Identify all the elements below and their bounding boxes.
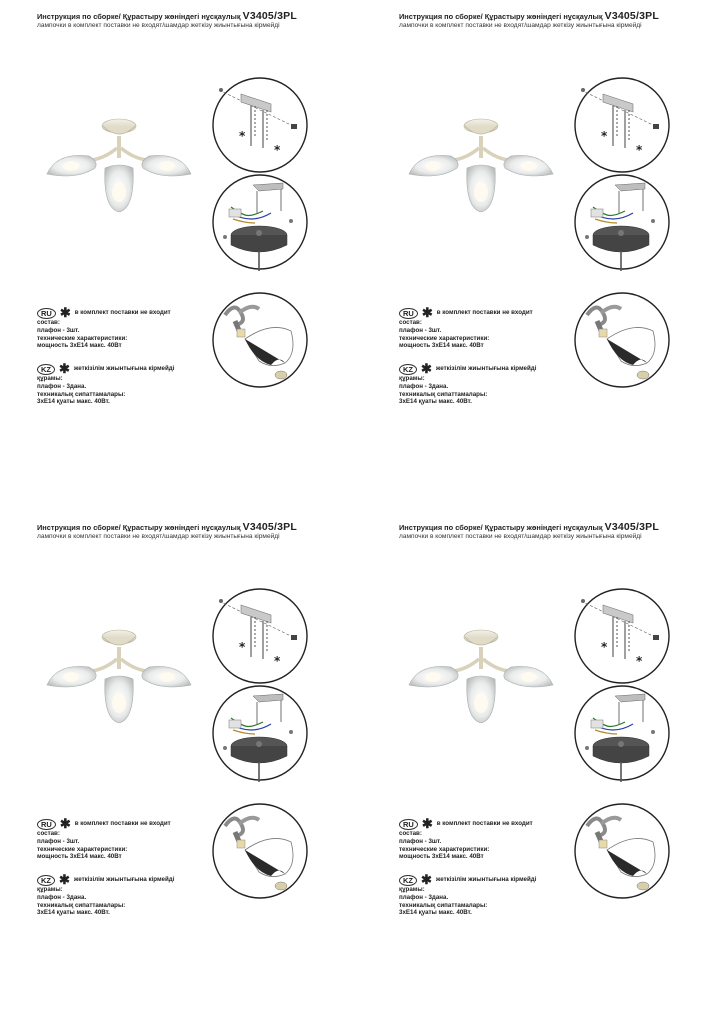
chandelier-illustration — [27, 108, 205, 220]
asterisk-icon: ✱ — [421, 816, 433, 831]
kz-line: плафон - 3дана. — [399, 382, 449, 390]
kz-line: құрамы: — [37, 886, 63, 893]
kz-line: плафон - 3дана. — [37, 893, 87, 901]
ru-line: плафон - 3шт. — [37, 837, 80, 845]
asterisk-icon: ✱ — [421, 305, 433, 320]
ru-line: технические характеристики: — [37, 845, 128, 853]
ru-line: технические характеристики: — [399, 845, 490, 853]
panel-subtitle: лампочки в комплект поставки не входят/шамдар жеткізу жиынтығына кірмейді — [399, 22, 642, 29]
kz-not-included-note: жеткізілім жиынтығына кірмейді — [73, 365, 175, 373]
svg-text:*: * — [636, 143, 643, 157]
ru-line: состав: — [399, 319, 422, 326]
asterisk-icon: ✱ — [421, 361, 432, 376]
step-wiring-canopy — [211, 173, 309, 271]
panel-subtitle: лампочки в комплект поставки не входят/шамдар жеткізу жиынтығына кірмейді — [37, 22, 280, 29]
kz-section — [37, 363, 174, 406]
instruction-panel-1 — [37, 10, 382, 500]
kz-badge: KZ — [399, 875, 417, 886]
ru-badge: RU — [399, 308, 418, 319]
step-shade-install — [573, 291, 671, 389]
kz-line: техникалық сипаттамалары: — [399, 901, 488, 909]
ru-line: состав: — [37, 830, 60, 837]
step-wiring-canopy — [573, 684, 671, 782]
kz-not-included-note: жеткізілім жиынтығына кірмейді — [73, 876, 175, 884]
ru-section — [399, 307, 533, 350]
ru-line: мощность 3хЕ14 макс. 40Вт — [399, 342, 484, 350]
ru-not-included-note: в комплект поставки не входит — [74, 820, 171, 828]
ru-section — [37, 307, 171, 350]
asterisk-icon: ✱ — [421, 872, 432, 887]
kz-line: 3хЕ14 қуаты макс. 40Вт. — [37, 909, 110, 917]
asterisk-icon: ✱ — [59, 816, 71, 831]
ru-line: мощность 3хЕ14 макс. 40Вт — [37, 342, 122, 350]
svg-text:*: * — [274, 654, 281, 668]
kz-line: 3хЕ14 қуаты макс. 40Вт. — [399, 909, 472, 917]
title-text: Инструкция по сборке/ Құрастыру жөніндегі нұсқаулық — [37, 12, 243, 21]
kz-line: техникалық сипаттамалары: — [37, 901, 126, 909]
ru-not-included-note: в комплект поставки не входит — [74, 309, 171, 317]
ru-line: состав: — [37, 319, 60, 326]
ru-line: мощность 3хЕ14 макс. 40Вт — [37, 853, 122, 861]
ru-line: плафон - 3шт. — [399, 326, 442, 334]
instruction-panel-2 — [399, 10, 707, 500]
panel-subtitle: лампочки в комплект поставки не входят/шамдар жеткізу жиынтығына кірмейді — [37, 533, 280, 540]
chandelier-illustration — [389, 108, 567, 220]
title-text: Инструкция по сборке/ Құрастыру жөніндегі нұсқаулық — [37, 523, 243, 532]
title-text: Инструкция по сборке/ Құрастыру жөніндегі нұсқаулық — [399, 12, 605, 21]
kz-badge: KZ — [37, 364, 55, 375]
kz-badge: KZ — [399, 364, 417, 375]
kz-section — [37, 874, 174, 917]
ru-line: состав: — [399, 830, 422, 837]
panel-title — [37, 10, 297, 22]
ru-line: технические характеристики: — [37, 334, 128, 342]
ru-line: плафон - 3шт. — [37, 326, 80, 334]
step-wiring-canopy — [573, 173, 671, 271]
kz-line: құрамы: — [399, 886, 425, 893]
kz-not-included-note: жеткізілім жиынтығына кірмейді — [435, 876, 537, 884]
svg-text:*: * — [239, 129, 246, 143]
ru-badge: RU — [37, 308, 56, 319]
ru-section — [399, 818, 533, 861]
ru-badge: RU — [37, 819, 56, 830]
title-text: Инструкция по сборке/ Құрастыру жөніндегі нұсқаулық — [399, 523, 605, 532]
kz-line: плафон - 3дана. — [37, 382, 87, 390]
panel-title — [37, 521, 297, 533]
svg-text:*: * — [239, 640, 246, 654]
svg-text:*: * — [636, 654, 643, 668]
kz-line: техникалық сипаттамалары: — [399, 390, 488, 398]
kz-badge: KZ — [37, 875, 55, 886]
asterisk-icon: ✱ — [59, 305, 71, 320]
step-shade-install — [211, 802, 309, 900]
kz-line: плафон - 3дана. — [399, 893, 449, 901]
kz-line: 3хЕ14 қуаты макс. 40Вт. — [399, 398, 472, 406]
kz-line: құрамы: — [37, 375, 63, 382]
model-number: V3405/3PL — [604, 10, 659, 22]
step-shade-install — [573, 802, 671, 900]
ru-not-included-note: в комплект поставки не входит — [436, 309, 533, 317]
instruction-panel-3 — [37, 521, 382, 1011]
kz-line: құрамы: — [399, 375, 425, 382]
ru-line: плафон - 3шт. — [399, 837, 442, 845]
ru-badge: RU — [399, 819, 418, 830]
kz-section — [399, 874, 536, 917]
ru-line: технические характеристики: — [399, 334, 490, 342]
asterisk-icon: ✱ — [59, 361, 70, 376]
ru-line: мощность 3хЕ14 макс. 40Вт — [399, 853, 484, 861]
kz-section — [399, 363, 536, 406]
instruction-panel-4 — [399, 521, 707, 1011]
step-wiring-canopy — [211, 684, 309, 782]
step-mounting-bracket — [573, 587, 671, 685]
svg-text:*: * — [601, 129, 608, 143]
ru-not-included-note: в комплект поставки не входит — [436, 820, 533, 828]
kz-line: техникалық сипаттамалары: — [37, 390, 126, 398]
svg-text:*: * — [601, 640, 608, 654]
step-shade-install — [211, 291, 309, 389]
step-mounting-bracket — [211, 587, 309, 685]
step-mounting-bracket — [211, 76, 309, 174]
kz-not-included-note: жеткізілім жиынтығына кірмейді — [435, 365, 537, 373]
svg-text:*: * — [274, 143, 281, 157]
chandelier-illustration — [389, 619, 567, 731]
step-mounting-bracket — [573, 76, 671, 174]
model-number: V3405/3PL — [242, 521, 297, 533]
kz-line: 3хЕ14 қуаты макс. 40Вт. — [37, 398, 110, 406]
asterisk-icon: ✱ — [59, 872, 70, 887]
model-number: V3405/3PL — [604, 521, 659, 533]
model-number: V3405/3PL — [242, 10, 297, 22]
ru-section — [37, 818, 171, 861]
panel-title — [399, 10, 659, 22]
panel-title — [399, 521, 659, 533]
panel-subtitle: лампочки в комплект поставки не входят/шамдар жеткізу жиынтығына кірмейді — [399, 533, 642, 540]
chandelier-illustration — [27, 619, 205, 731]
